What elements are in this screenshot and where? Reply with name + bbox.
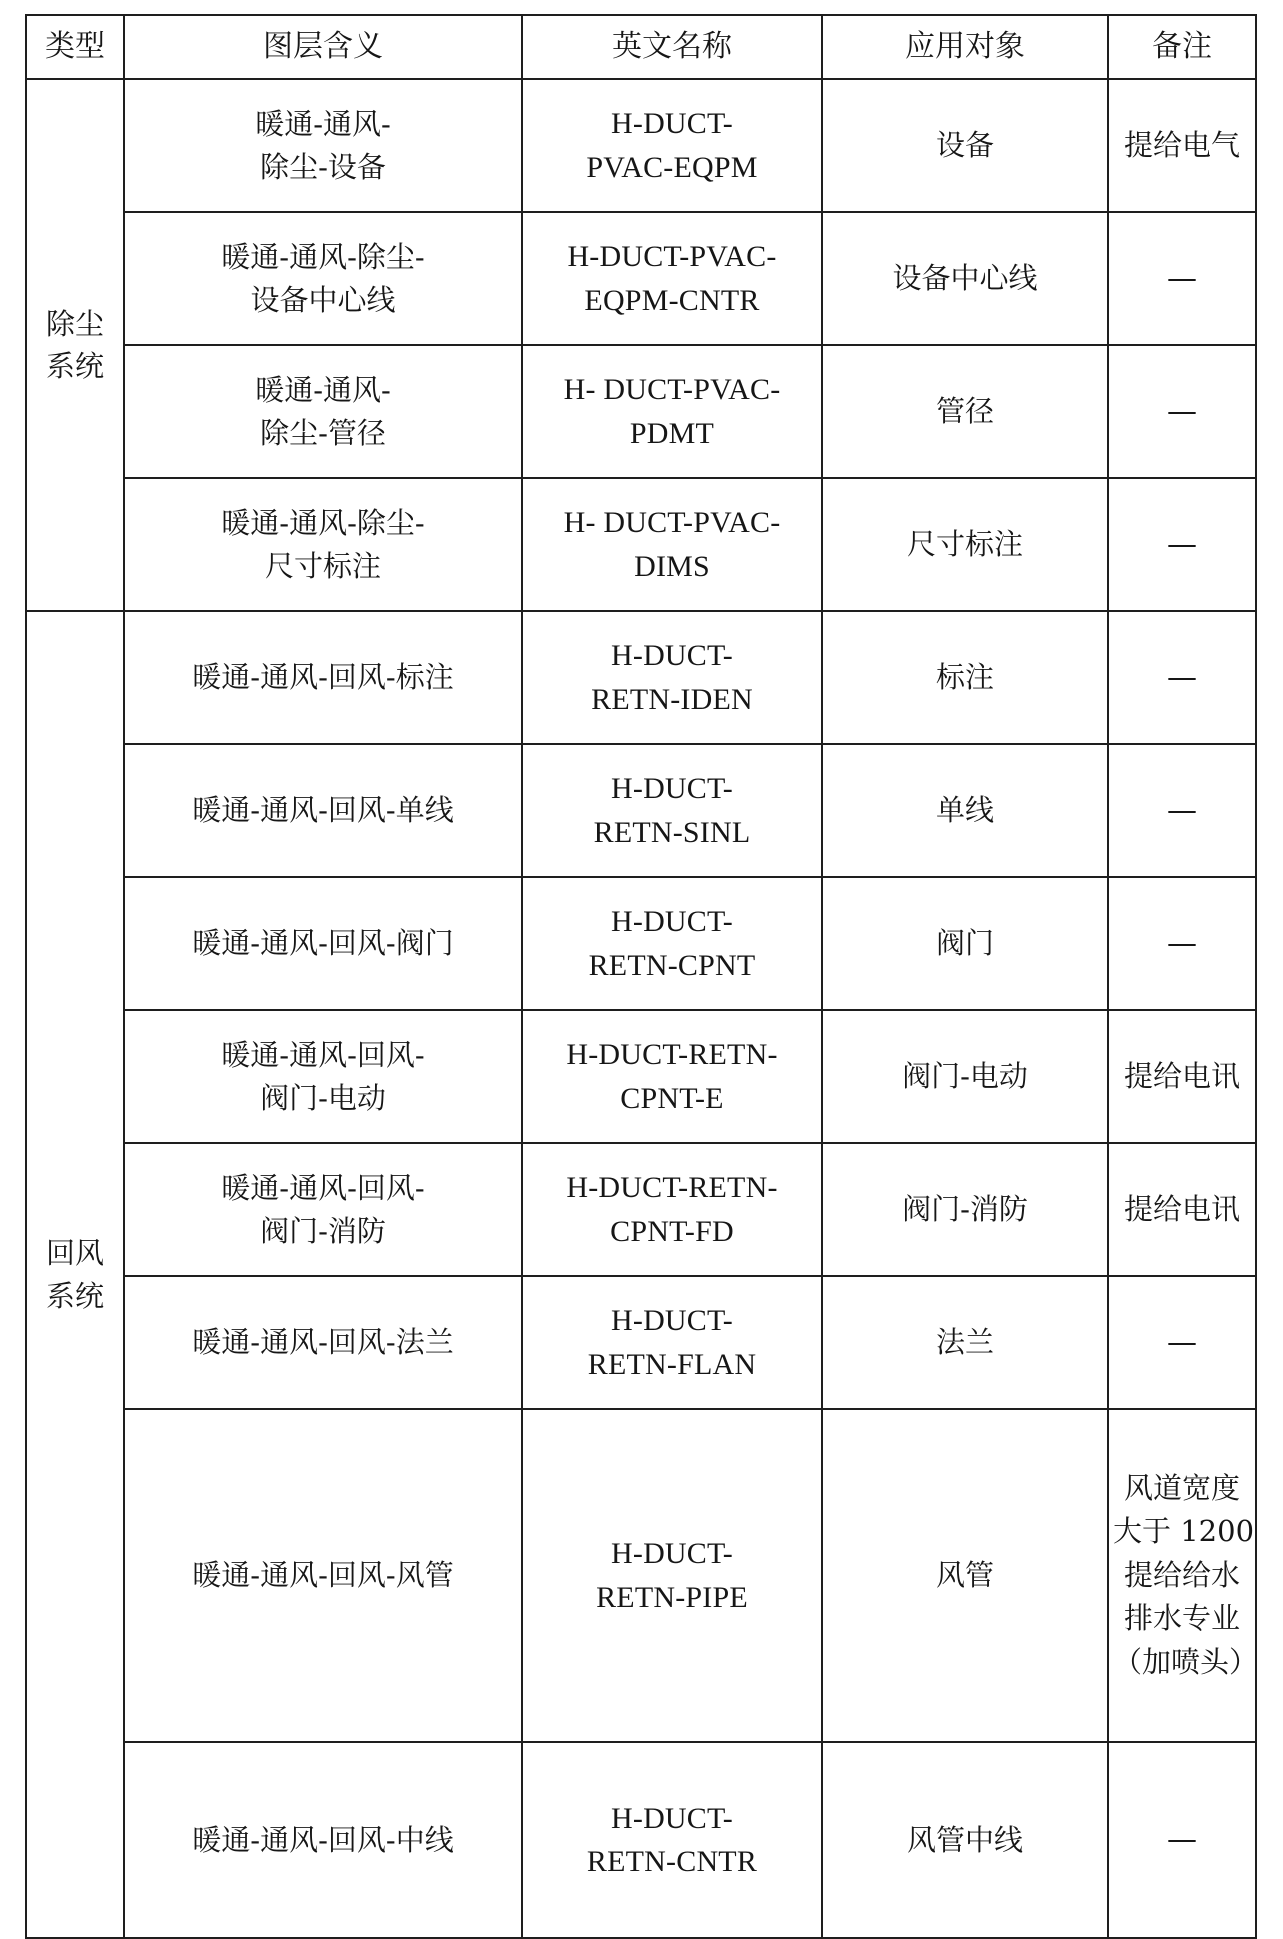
meaning-line: 设备中心线 [250, 282, 396, 317]
cell-remark [1108, 1276, 1256, 1409]
cell-remark [1108, 345, 1256, 478]
meaning-line: 除尘-管径 [260, 415, 386, 450]
english-name-line: EQPM-CNTR [584, 283, 760, 317]
remark-line: 大于 1200 [1113, 1514, 1255, 1549]
cell-target [822, 877, 1108, 1010]
english-name-line: CPNT-E [620, 1081, 724, 1115]
english-name-line: H- DUCT-PVAC- [563, 506, 781, 539]
cell-english-name [522, 478, 822, 611]
cell-target [822, 1276, 1108, 1409]
english-name-line: PDMT [629, 416, 715, 450]
table-row [26, 478, 1256, 611]
english-name-line: H-DUCT-RETN- [566, 1038, 778, 1071]
table-row [26, 1409, 1256, 1742]
cell-target [822, 478, 1108, 611]
table-row [26, 1742, 1256, 1938]
meaning-line: 暖通-通风-回风- [221, 1171, 425, 1206]
cell-meaning [124, 877, 522, 1010]
english-name-line: DIMS [634, 549, 710, 583]
english-name-line: RETN-FLAN [587, 1347, 757, 1381]
table-row [26, 611, 1256, 744]
meaning-line: 尺寸标注 [264, 548, 381, 583]
cell-target [822, 611, 1108, 744]
cell-remark [1108, 611, 1256, 744]
meaning-line: 暖通-通风-除尘- [221, 506, 425, 541]
cell-type [26, 611, 124, 1938]
remark-dash: — [1167, 792, 1197, 828]
cell-remark [1108, 744, 1256, 877]
cell-remark [1108, 1409, 1259, 1742]
english-name-line: RETN-CNTR [586, 1845, 758, 1878]
cell-english-name [522, 1742, 822, 1938]
english-name-line: H-DUCT- [611, 772, 733, 805]
remark-line: 提给给水 [1123, 1557, 1240, 1592]
table-row [26, 877, 1256, 1010]
header-type: 类型 [26, 15, 124, 79]
meaning-line: 阀门-电动 [260, 1080, 386, 1115]
table-row [26, 1276, 1256, 1409]
cell-remark [1108, 1010, 1256, 1143]
target-text: 阀门-电动 [902, 1059, 1028, 1094]
cell-meaning [124, 1409, 522, 1742]
meaning-line: 暖通-通风- [255, 107, 391, 142]
meaning-line: 暖通-通风-回风-风管 [192, 1558, 454, 1593]
table-row [26, 1143, 1256, 1276]
table-row [26, 212, 1256, 345]
type-label-line: 除尘 [45, 306, 104, 341]
remark-dash: — [1167, 526, 1197, 562]
cell-english-name [522, 1276, 822, 1409]
remark-line: 提给电讯 [1123, 1058, 1240, 1093]
target-text: 设备 [935, 128, 994, 163]
meaning-line: 暖通-通风-回风-中线 [192, 1822, 454, 1857]
meaning-line: 暖通-通风-回风- [221, 1038, 425, 1073]
target-text: 尺寸标注 [906, 527, 1023, 562]
english-name-line: RETN-IDEN [591, 682, 753, 716]
cell-english-name [522, 611, 822, 744]
header-target: 应用对象 [822, 15, 1108, 79]
meaning-line: 阀门-消防 [260, 1213, 386, 1248]
english-name-line: H-DUCT- [611, 1304, 733, 1337]
meaning-line: 暖通-通风-回风-标注 [192, 660, 454, 695]
cell-target [822, 345, 1108, 478]
table-row [26, 744, 1256, 877]
cell-remark [1108, 212, 1256, 345]
cell-english-name [522, 1409, 822, 1742]
target-text: 阀门-消防 [902, 1192, 1028, 1227]
remark-line: 风道宽度 [1123, 1470, 1240, 1505]
table-body [26, 79, 1259, 1938]
target-text: 法兰 [935, 1325, 994, 1360]
cell-meaning [124, 212, 522, 345]
cell-english-name [522, 345, 822, 478]
cell-remark [1108, 79, 1256, 212]
cell-remark [1108, 1742, 1256, 1938]
english-name-line: H-DUCT- [611, 1537, 733, 1570]
english-name-line: H-DUCT-PVAC- [567, 240, 777, 273]
target-text: 单线 [935, 793, 994, 828]
target-text: 阀门 [935, 926, 994, 961]
cell-english-name [522, 79, 822, 212]
remark-dash: — [1167, 393, 1197, 429]
remark-dash: — [1167, 659, 1197, 695]
cell-target [822, 1742, 1108, 1938]
meaning-line: 暖通-通风-除尘- [221, 240, 425, 275]
cell-english-name [522, 1143, 822, 1276]
remark-dash: — [1167, 1822, 1197, 1858]
cell-english-name [522, 212, 822, 345]
cell-target [822, 1010, 1108, 1143]
remark-dash: — [1167, 260, 1197, 296]
cell-remark [1108, 877, 1256, 1010]
english-name-line: PVAC-EQPM [586, 150, 758, 184]
target-text: 标注 [935, 660, 994, 695]
english-name-line: H- DUCT-PVAC- [563, 373, 781, 406]
cell-english-name [522, 744, 822, 877]
english-name-line: RETN-SINL [593, 815, 751, 849]
table-row [26, 345, 1256, 478]
target-text: 设备中心线 [892, 261, 1038, 296]
cell-meaning [124, 345, 522, 478]
meaning-line: 暖通-通风-回风-阀门 [192, 926, 454, 961]
type-label-line: 系统 [45, 1278, 104, 1313]
remark-dash: — [1167, 925, 1197, 961]
target-text: 管径 [935, 394, 994, 429]
header-english-name: 英文名称 [522, 15, 822, 79]
header-remark: 备注 [1108, 15, 1256, 79]
cell-meaning [124, 478, 522, 611]
meaning-line: 除尘-设备 [260, 149, 386, 184]
remark-line: （加喷头） [1113, 1644, 1259, 1679]
layer-table [25, 14, 1257, 1939]
cell-meaning [124, 611, 522, 744]
cell-english-name [522, 877, 822, 1010]
remark-dash: — [1167, 1324, 1197, 1360]
meaning-line: 暖通-通风-回风-单线 [192, 793, 454, 828]
english-name-line: RETN-CPNT [588, 948, 756, 982]
cell-meaning [124, 1010, 522, 1143]
english-name-line: CPNT-FD [610, 1214, 734, 1248]
cell-meaning [124, 744, 522, 877]
target-text: 风管中线 [906, 1822, 1023, 1857]
header-row [26, 15, 1256, 79]
remark-line: 提给电气 [1123, 127, 1240, 162]
cell-remark [1108, 1143, 1256, 1276]
meaning-line: 暖通-通风-回风-法兰 [192, 1325, 454, 1360]
english-name-line: H-DUCT-RETN- [566, 1171, 778, 1204]
cell-meaning [124, 1143, 522, 1276]
remark-line: 提给电讯 [1123, 1191, 1240, 1226]
cell-meaning [124, 1276, 522, 1409]
cell-english-name [522, 1010, 822, 1143]
type-label-line: 系统 [45, 349, 104, 383]
cell-target [822, 1409, 1108, 1742]
type-label-line: 回风 [45, 1236, 104, 1271]
english-name-line: H-DUCT- [611, 905, 733, 938]
cell-remark [1108, 478, 1256, 611]
cell-meaning [124, 79, 522, 212]
cell-meaning [124, 1742, 522, 1938]
cell-target [822, 212, 1108, 345]
cell-target [822, 1143, 1108, 1276]
meaning-line: 暖通-通风- [255, 373, 391, 408]
target-text: 风管 [935, 1558, 994, 1593]
header-meaning: 图层含义 [124, 15, 522, 79]
table-row [26, 79, 1256, 212]
remark-line: 排水专业 [1123, 1601, 1240, 1636]
english-name-line: H-DUCT- [611, 1801, 733, 1835]
english-name-line: H-DUCT- [611, 107, 733, 140]
cell-target [822, 744, 1108, 877]
english-name-line: H-DUCT- [611, 639, 733, 672]
cell-type [26, 79, 124, 611]
english-name-line: RETN-PIPE [596, 1580, 748, 1614]
table-row [26, 1010, 1256, 1143]
cell-target [822, 79, 1108, 212]
